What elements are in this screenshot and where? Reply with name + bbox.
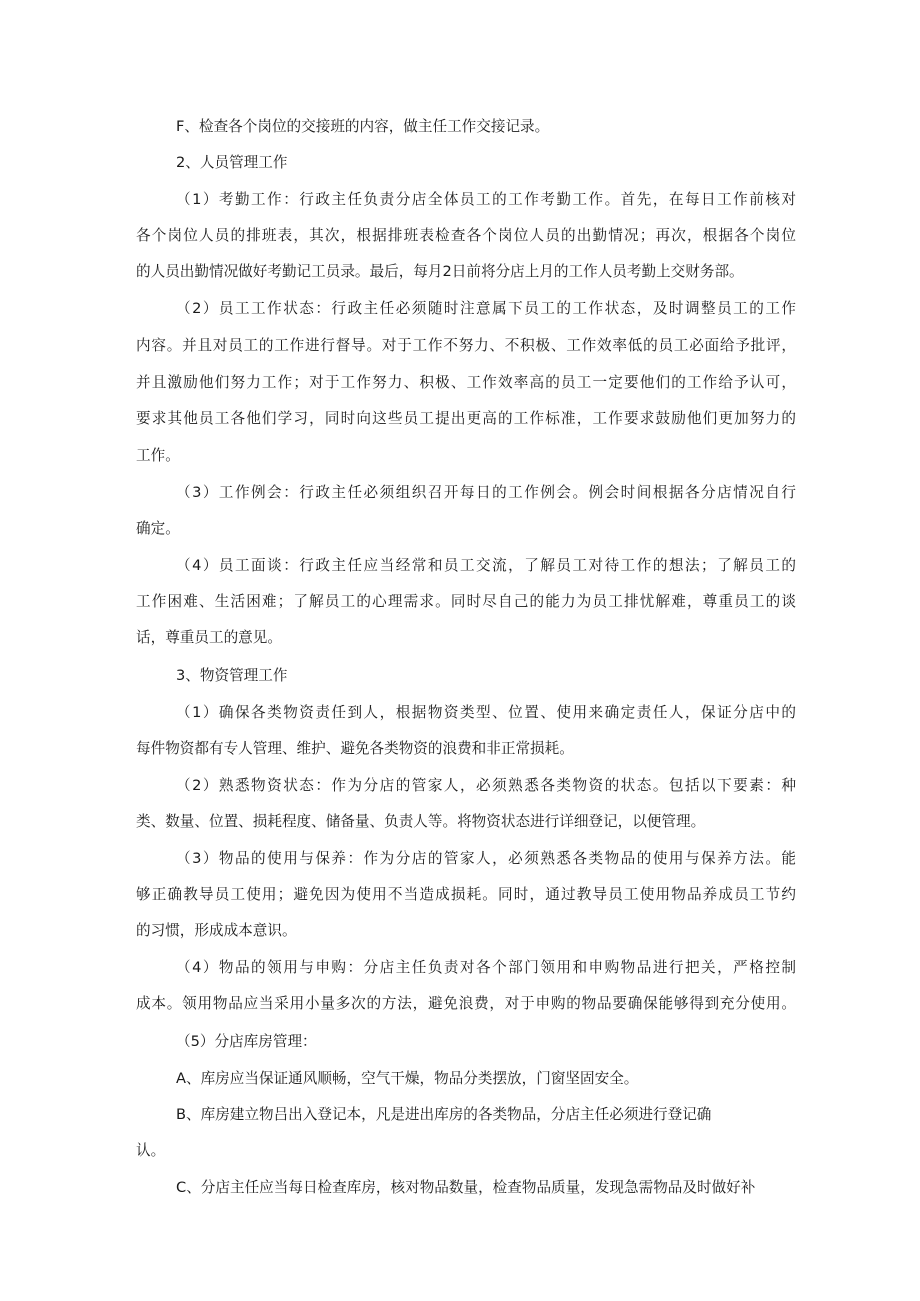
paragraph-maintenance-line: 的习惯，形成成本意识。 [136, 922, 297, 939]
paragraph-materials-state-line: 类、数量、位置、损耗程度、储备量、负责人等。将物资状态进行详细登记，以便管理。 [136, 813, 706, 830]
paragraph-work-state-line: 内容。并且对员工的工作进行督导。对于工作不努力、不积极、工作效率低的员工必面给予批评， [136, 337, 796, 354]
paragraph-interview-line: 工作困难、生活困难；了解员工的心理需求。同时尽自己的能力为员工排忧解难，尊重员工的谈 [136, 593, 796, 610]
paragraph-attendance-line: （1）考勤工作：行政主任负责分店全体员工的工作考勤工作。首先，在每日工作前核对 [176, 191, 796, 208]
section-heading-materials: 3、物资管理工作 [176, 667, 288, 684]
paragraph-responsibility-line: 每件物资都有专人管理、维护、避免各类物资的浪费和非正常损耗。 [136, 740, 574, 757]
paragraph-requisition-line: （4）物品的领用与申购：分店主任负责对各个部门领用和申购物品进行把关，严格控制 [176, 959, 796, 976]
paragraph-work-state-line: 要求其他员工各他们学习，同时向这些员工提出更高的工作标准，工作要求鼓励他们更加努力的 [136, 410, 796, 427]
paragraph-requisition-line: 成本。领用物品应当采用小量多次的方法，避免浪费，对于申购的物品要确保能够得到充分使用。 [136, 995, 796, 1012]
paragraph-attendance-line: 的人员出勤情况做好考勤记工员录。最后，每月2日前将分店上月的工作人员考勤上交财务部。 [136, 263, 744, 280]
paragraph-maintenance-line: 够正确教导员工使用；避免因为使用不当造成损耗。同时，通过教导员工使用物品养成员工节约 [136, 886, 796, 903]
paragraph-work-state-line: 工作。 [136, 447, 180, 464]
paragraph-interview-line: 话，尊重员工的意见。 [136, 629, 282, 646]
item-f: F、检查各个岗位的交接班的内容，做主任工作交接记录。 [176, 118, 550, 135]
paragraph-work-state-line: （2）员工工作状态：行政主任必须随时注意属下员工的工作状态，及时调整员工的工作 [176, 300, 796, 317]
item-b-line: B、库房建立物吕出入登记本，凡是进出库房的各类物品，分店主任必须进行登记确 [176, 1106, 712, 1123]
paragraph-interview-line: （4）员工面谈：行政主任应当经常和员工交流，了解员工对待工作的想法；了解员工的 [176, 557, 796, 574]
paragraph-meeting-line: 确定。 [136, 520, 180, 537]
paragraph-warehouse-heading: （5）分店库房管理： [176, 1033, 317, 1050]
paragraph-meeting-line: （3）工作例会：行政主任必须组织召开每日的工作例会。例会时间根据各分店情况自行 [176, 484, 796, 501]
paragraph-responsibility-line: （1）确保各类物资责任到人，根据物资类型、位置、使用来确定责任人，保证分店中的 [176, 704, 796, 721]
item-b-line: 认。 [136, 1142, 166, 1159]
item-a: A、库房应当保证通风顺畅，空气干燥，物品分类摆放，门窗坚固安全。 [176, 1070, 639, 1087]
item-c: C、分店主任应当每日检查库房，核对物品数量，检查物品质量，发现急需物品及时做好补 [176, 1179, 756, 1196]
section-heading-personnel: 2、人员管理工作 [176, 154, 288, 171]
paragraph-materials-state-line: （2）熟悉物资状态：作为分店的管家人，必须熟悉各类物资的状态。包括以下要素：种 [176, 777, 796, 794]
paragraph-attendance-line: 各个岗位人员的排班表，其次，根据排班表检查各个岗位人员的出勤情况；再次，根据各个岗位 [136, 227, 796, 244]
paragraph-work-state-line: 并且激励他们努力工作；对于工作努力、积极、工作效率高的员工一定要他们的工作给予认可， [136, 374, 796, 391]
paragraph-maintenance-line: （3）物品的使用与保养：作为分店的管家人，必须熟悉各类物品的使用与保养方法。能 [176, 850, 796, 867]
